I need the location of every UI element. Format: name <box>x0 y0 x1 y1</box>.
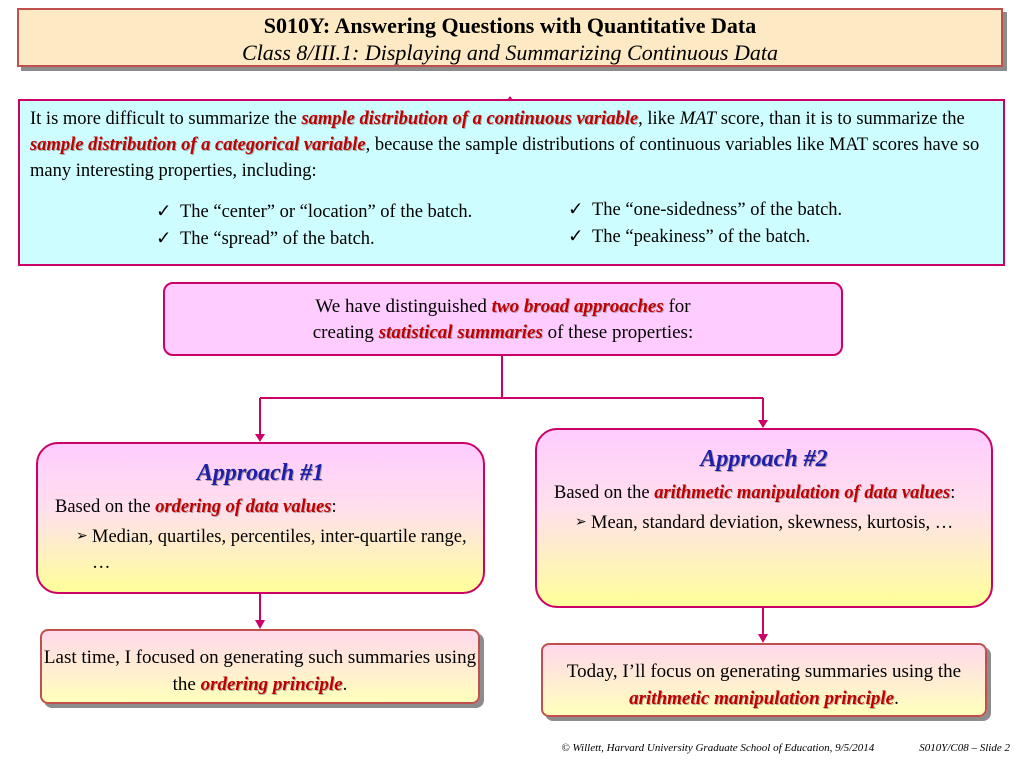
arrowhead-approach-1 <box>255 434 265 442</box>
arrowhead-bottom-left <box>255 620 265 629</box>
property-item: ✓ The “one-sidedness” of the batch. <box>568 197 842 224</box>
last-time-box: Last time, I focused on generating such summaries using the ordering principle. <box>40 629 480 704</box>
arrowhead-bottom-right <box>758 634 768 643</box>
approach-1-box <box>36 442 485 594</box>
approaches-line-1: We have distinguished two broad approaches for <box>315 296 691 317</box>
categorical-variable-term: sample distribution of a categorical variable <box>30 135 366 155</box>
arrow-bullet-icon: ➢ <box>575 515 587 530</box>
two-broad-approaches-term: two broad approaches <box>491 296 664 317</box>
approach-1-bullet: ➢ Median, quartiles, percentiles, inter-quartile range, … <box>76 524 471 576</box>
approach-2-box <box>535 428 993 608</box>
check-icon: ✓ <box>568 200 584 220</box>
check-icon: ✓ <box>156 229 172 249</box>
intro-paragraph: It is more difficult to summarize the sample distribution of a continuous variable, like MAT score, than it is to summarize the sample distribution of a categorical variable, because the sample distributions of continuous variables like MAT scores have so many interesting properties, including: <box>30 109 980 181</box>
ordering-term: ordering of data values <box>155 497 332 517</box>
arithmetic-principle-term: arithmetic manipulation principle <box>629 688 895 709</box>
slide-footer <box>0 742 1010 754</box>
approach-2-title: Approach #2 <box>700 446 828 472</box>
slide-title: S010Y: Answering Questions with Quantitative Data <box>263 13 757 38</box>
arrow-bullet-icon: ➢ <box>76 529 88 544</box>
check-icon: ✓ <box>156 202 172 222</box>
continuous-variable-term: sample distribution of a continuous variable <box>301 109 639 129</box>
slide-number: S010Y/C08 – Slide 2 <box>919 742 1010 754</box>
property-item: ✓ The “peakiness” of the batch. <box>568 224 842 251</box>
check-icon: ✓ <box>568 227 584 247</box>
approach-1-title: Approach #1 <box>196 460 325 486</box>
slide-subtitle: Class 8/III.1: Displaying and Summarizing Continuous Data <box>242 40 778 65</box>
arithmetic-term: arithmetic manipulation of data values <box>654 483 951 503</box>
ordering-principle-term: ordering principle <box>200 674 343 695</box>
arrowhead-approach-2 <box>758 420 768 428</box>
approach-2-bullet: ➢ Mean, standard deviation, skewness, kurtosis, … <box>575 510 979 536</box>
copyright-text: © Willett, Harvard University Graduate School of Education, 9/5/2014 <box>561 742 875 754</box>
mat-term: MAT <box>679 109 717 129</box>
approaches-line-2: creating statistical summaries of these properties: <box>312 322 694 343</box>
property-item: ✓ The “center” or “location” of the batch. <box>156 199 472 226</box>
approach-1-basis: Based on the ordering of data values: <box>55 497 337 517</box>
property-item: ✓ The “spread” of the batch. <box>156 226 472 253</box>
statistical-summaries-term: statistical summaries <box>378 322 543 343</box>
today-box: Today, I’ll focus on generating summaries using the arithmetic manipulation principle. <box>541 643 987 717</box>
approach-2-basis: Based on the arithmetic manipulation of data values: <box>554 483 956 503</box>
